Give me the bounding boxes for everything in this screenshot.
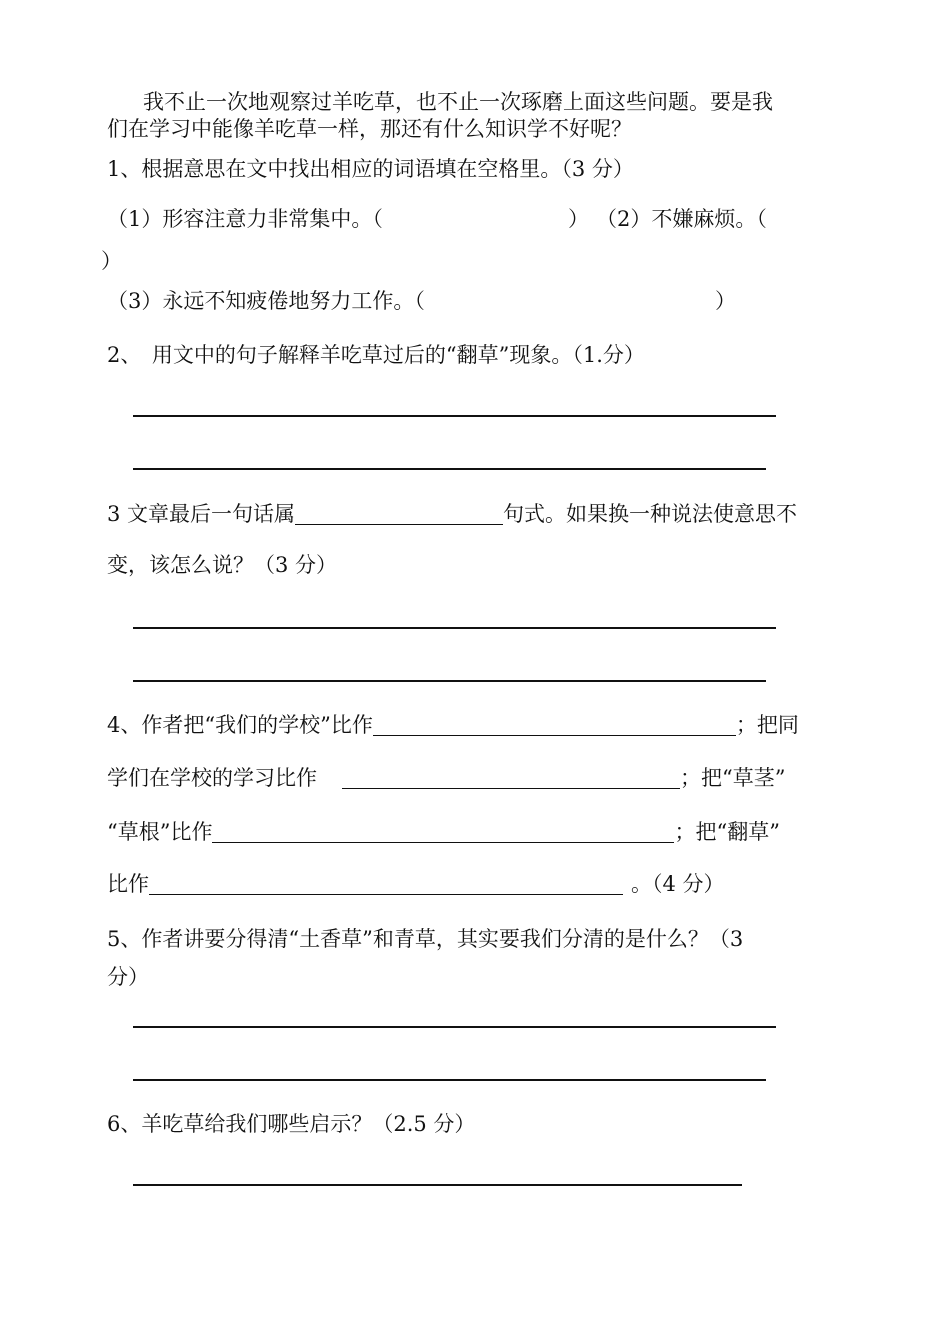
question-4-text-a: 4、作者把“我们的学校”比作 [107, 713, 373, 737]
question-4-text-d: ；把“草茎” [680, 766, 786, 790]
question-3-line-2: 变，该怎么说？（3 分） [107, 553, 338, 577]
answer-line[interactable] [133, 627, 776, 629]
answer-line[interactable] [133, 1026, 776, 1028]
question-4-text-h: 。（4 分） [631, 872, 725, 896]
answer-line[interactable] [133, 468, 766, 470]
question-1-item-3: （3）永远不知疲倦地努力工作。（ [107, 289, 425, 313]
question-4-text-g: 比作 [107, 872, 149, 896]
answer-line[interactable] [133, 1184, 742, 1186]
fill-blank[interactable] [373, 735, 736, 736]
passage-line-2: 们在学习中能像羊吃草一样，那还有什么知识学不好呢？ [107, 117, 632, 141]
question-4-line-4 [107, 870, 725, 898]
question-1-stem: 1、根据意思在文中找出相应的词语填在空格里。（3 分） [107, 157, 634, 181]
question-4-text-c: 学们在学校的学习比作 [107, 766, 317, 790]
question-1-item-3-close: ） [715, 289, 736, 313]
question-1-item-1-close: ） [568, 207, 589, 231]
fill-blank[interactable] [149, 894, 623, 895]
question-4-text-b: ；把同 [735, 713, 799, 737]
question-4-line-2 [107, 764, 785, 792]
fill-blank[interactable] [295, 524, 503, 525]
question-1-item-2: （2）不嫌麻烦。（ [596, 207, 767, 231]
question-3-text-a: 3 文章最后一句话属 [107, 502, 296, 526]
question-5-line-2: 分） [107, 965, 149, 989]
question-4-text-e: “草根”比作 [107, 820, 213, 844]
question-3-line-1 [107, 500, 797, 528]
question-4-text-f: ；把“翻草” [674, 820, 780, 844]
fill-blank[interactable] [212, 842, 674, 843]
question-1-item-2-close: ） [101, 249, 122, 273]
question-1-item-1: （1）形容注意力非常集中。（ [107, 207, 383, 231]
question-3-text-b: 句式。如果换一种说法使意思不 [503, 502, 798, 526]
question-4-line-1 [107, 711, 799, 739]
question-2-stem: 2、 用文中的句子解释羊吃草过后的“翻草”现象。（1.分） [107, 343, 645, 367]
answer-line[interactable] [133, 415, 776, 417]
question-6-stem: 6、羊吃草给我们哪些启示？（2.5 分） [107, 1112, 476, 1136]
question-4-line-3 [107, 818, 780, 846]
passage-line-1: 我不止一次地观察过羊吃草，也不止一次琢磨上面这些问题。要是我 [143, 90, 773, 114]
fill-blank[interactable] [342, 788, 680, 789]
answer-line[interactable] [133, 1079, 766, 1081]
question-5-line-1: 5、作者讲要分得清“土香草”和青草，其实要我们分清的是什么？（3 [107, 927, 744, 951]
answer-line[interactable] [133, 680, 766, 682]
